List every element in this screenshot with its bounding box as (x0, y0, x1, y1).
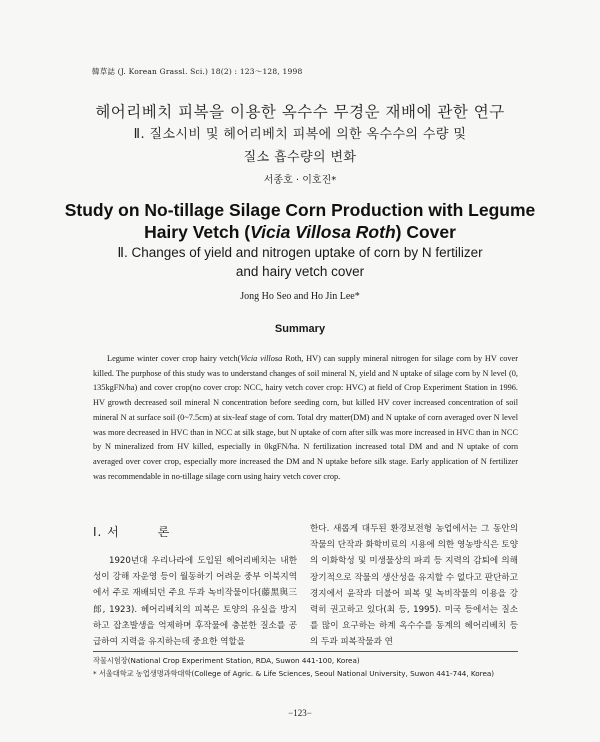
korean-title-line-2: Ⅱ. 질소시비 및 헤어리베치 피복에 의한 옥수수의 수량 및 (133, 127, 467, 142)
english-title-line-2 (0, 222, 600, 243)
footnote-affiliation-2: * 서울대학교 농업생명과학대학(College of Agric. & Life Sciences, Seoul National University, Suwon 441-744, Korea) (93, 669, 495, 678)
english-title-line-1: Study on No-tillage Silage Corn Production with Legume (64, 200, 536, 220)
section-heading-word: 론 (157, 525, 171, 539)
footnote-affiliation-1: 작물시험장(National Crop Experiment Station, RDA, Suwon 441-100, Korea) (93, 656, 360, 665)
english-subtitle-line-2: and hairy vetch cover (235, 264, 365, 279)
english-authors: Jong Ho Seo and Ho Jin Lee* (240, 291, 360, 302)
introduction-left-column: 1920년대 우리나라에 도입된 헤어리베치는 내한성이 강해 자운영 등이 월동하기 어려운 중부 이북지역에서 주로 재배되던 주요 두과 녹비작물이다(藤黑與三郎, 1923). 헤어리베치의 피복은 토양의 유실을 방지하고 잡초발생을 억제하며 후작물에 충분한 질소를 공급하여 지력을 유지하는데 중요한 역할을 (93, 556, 297, 648)
summary-body (93, 352, 518, 484)
english-subtitle-line-1: Ⅱ. Changes of yield and nitrogen uptake of corn by N fertilizer (117, 245, 483, 260)
korean-authors: 서종호 · 이호진* (263, 175, 337, 186)
summary-heading: Summary (274, 323, 326, 335)
section-heading-introduction (93, 523, 170, 540)
summary-species: Vicia villosa (240, 354, 283, 363)
summary-text-post: Roth, HV) can supply mineral nitrogen for silage corn by HV cover killed. The purphose of this study was to understand changes of soil mineral N, yield and N uptake of silage corn by N level (0, 135kgFN/ha) and cover crop(no cover crop: NCC, hairy vetch cover crop: HVC) at field of Crop Experiment Station in 1996. HV growth decreased soil mineral N concentration before seeding corn, but killed HV cover increased concentration of soil mineral N at surface soil (0~7.5cm) at six-leaf stage of corn. Total dry matter(DM) and N uptake of corn averaged over N level was more decreased in HVC than in NCC at silk stage, but N uptake of corn after silk was more increased in HVC than in NCC by N mineralized from HV killed, especially in 0kgFN/ha. N fertilization increased total DM and and N uptake of corn averaged over cover crop, especially more increased the DM and N uptake before silk stage. Early application of N fertilizer was recommendable in no-tillage silage corn using hairy vetch cover crop. (93, 354, 518, 481)
footnote-divider (93, 651, 518, 652)
english-title-pre: Hairy Vetch ( (144, 222, 251, 242)
korean-title-line-1: 헤어리베치 피복을 이용한 옥수수 무경운 재배에 관한 연구 (95, 103, 505, 121)
journal-citation: 韓草誌 (J. Korean Grassl. Sci.) 18(2) : 123～128, 1998 (92, 67, 303, 76)
english-title-species: Vicia Villosa Roth (250, 222, 396, 242)
english-title-post: ) Cover (395, 222, 456, 242)
summary-text-pre: Legume winter cover crop hairy vetch( (107, 354, 241, 363)
page-number: −123− (288, 708, 312, 718)
introduction-right-column: 한다. 새롭게 대두된 환경보전형 농업에서는 그 동안의 작물의 단작과 화학비료의 시용에 의한 영농방식은 토양의 이화학성 및 미생물상의 파괴 등 지력의 감퇴에 의해 장기적으로 작물의 생산성을 유지할 수 없다고 판단하고 경지에서 윤작과 더불어 피복 및 녹비작물의 이용을 강력히 권고하고 있다(최 등, 1995). 미국 등에서는 질소를 많이 요구하는 하계 옥수수를 동계의 헤어리베치 등의 두과 피복작물과 연 (310, 524, 518, 648)
korean-title-line-3: 질소 흡수량의 변화 (243, 150, 357, 165)
section-heading-number: Ⅰ. 서 (93, 525, 120, 539)
